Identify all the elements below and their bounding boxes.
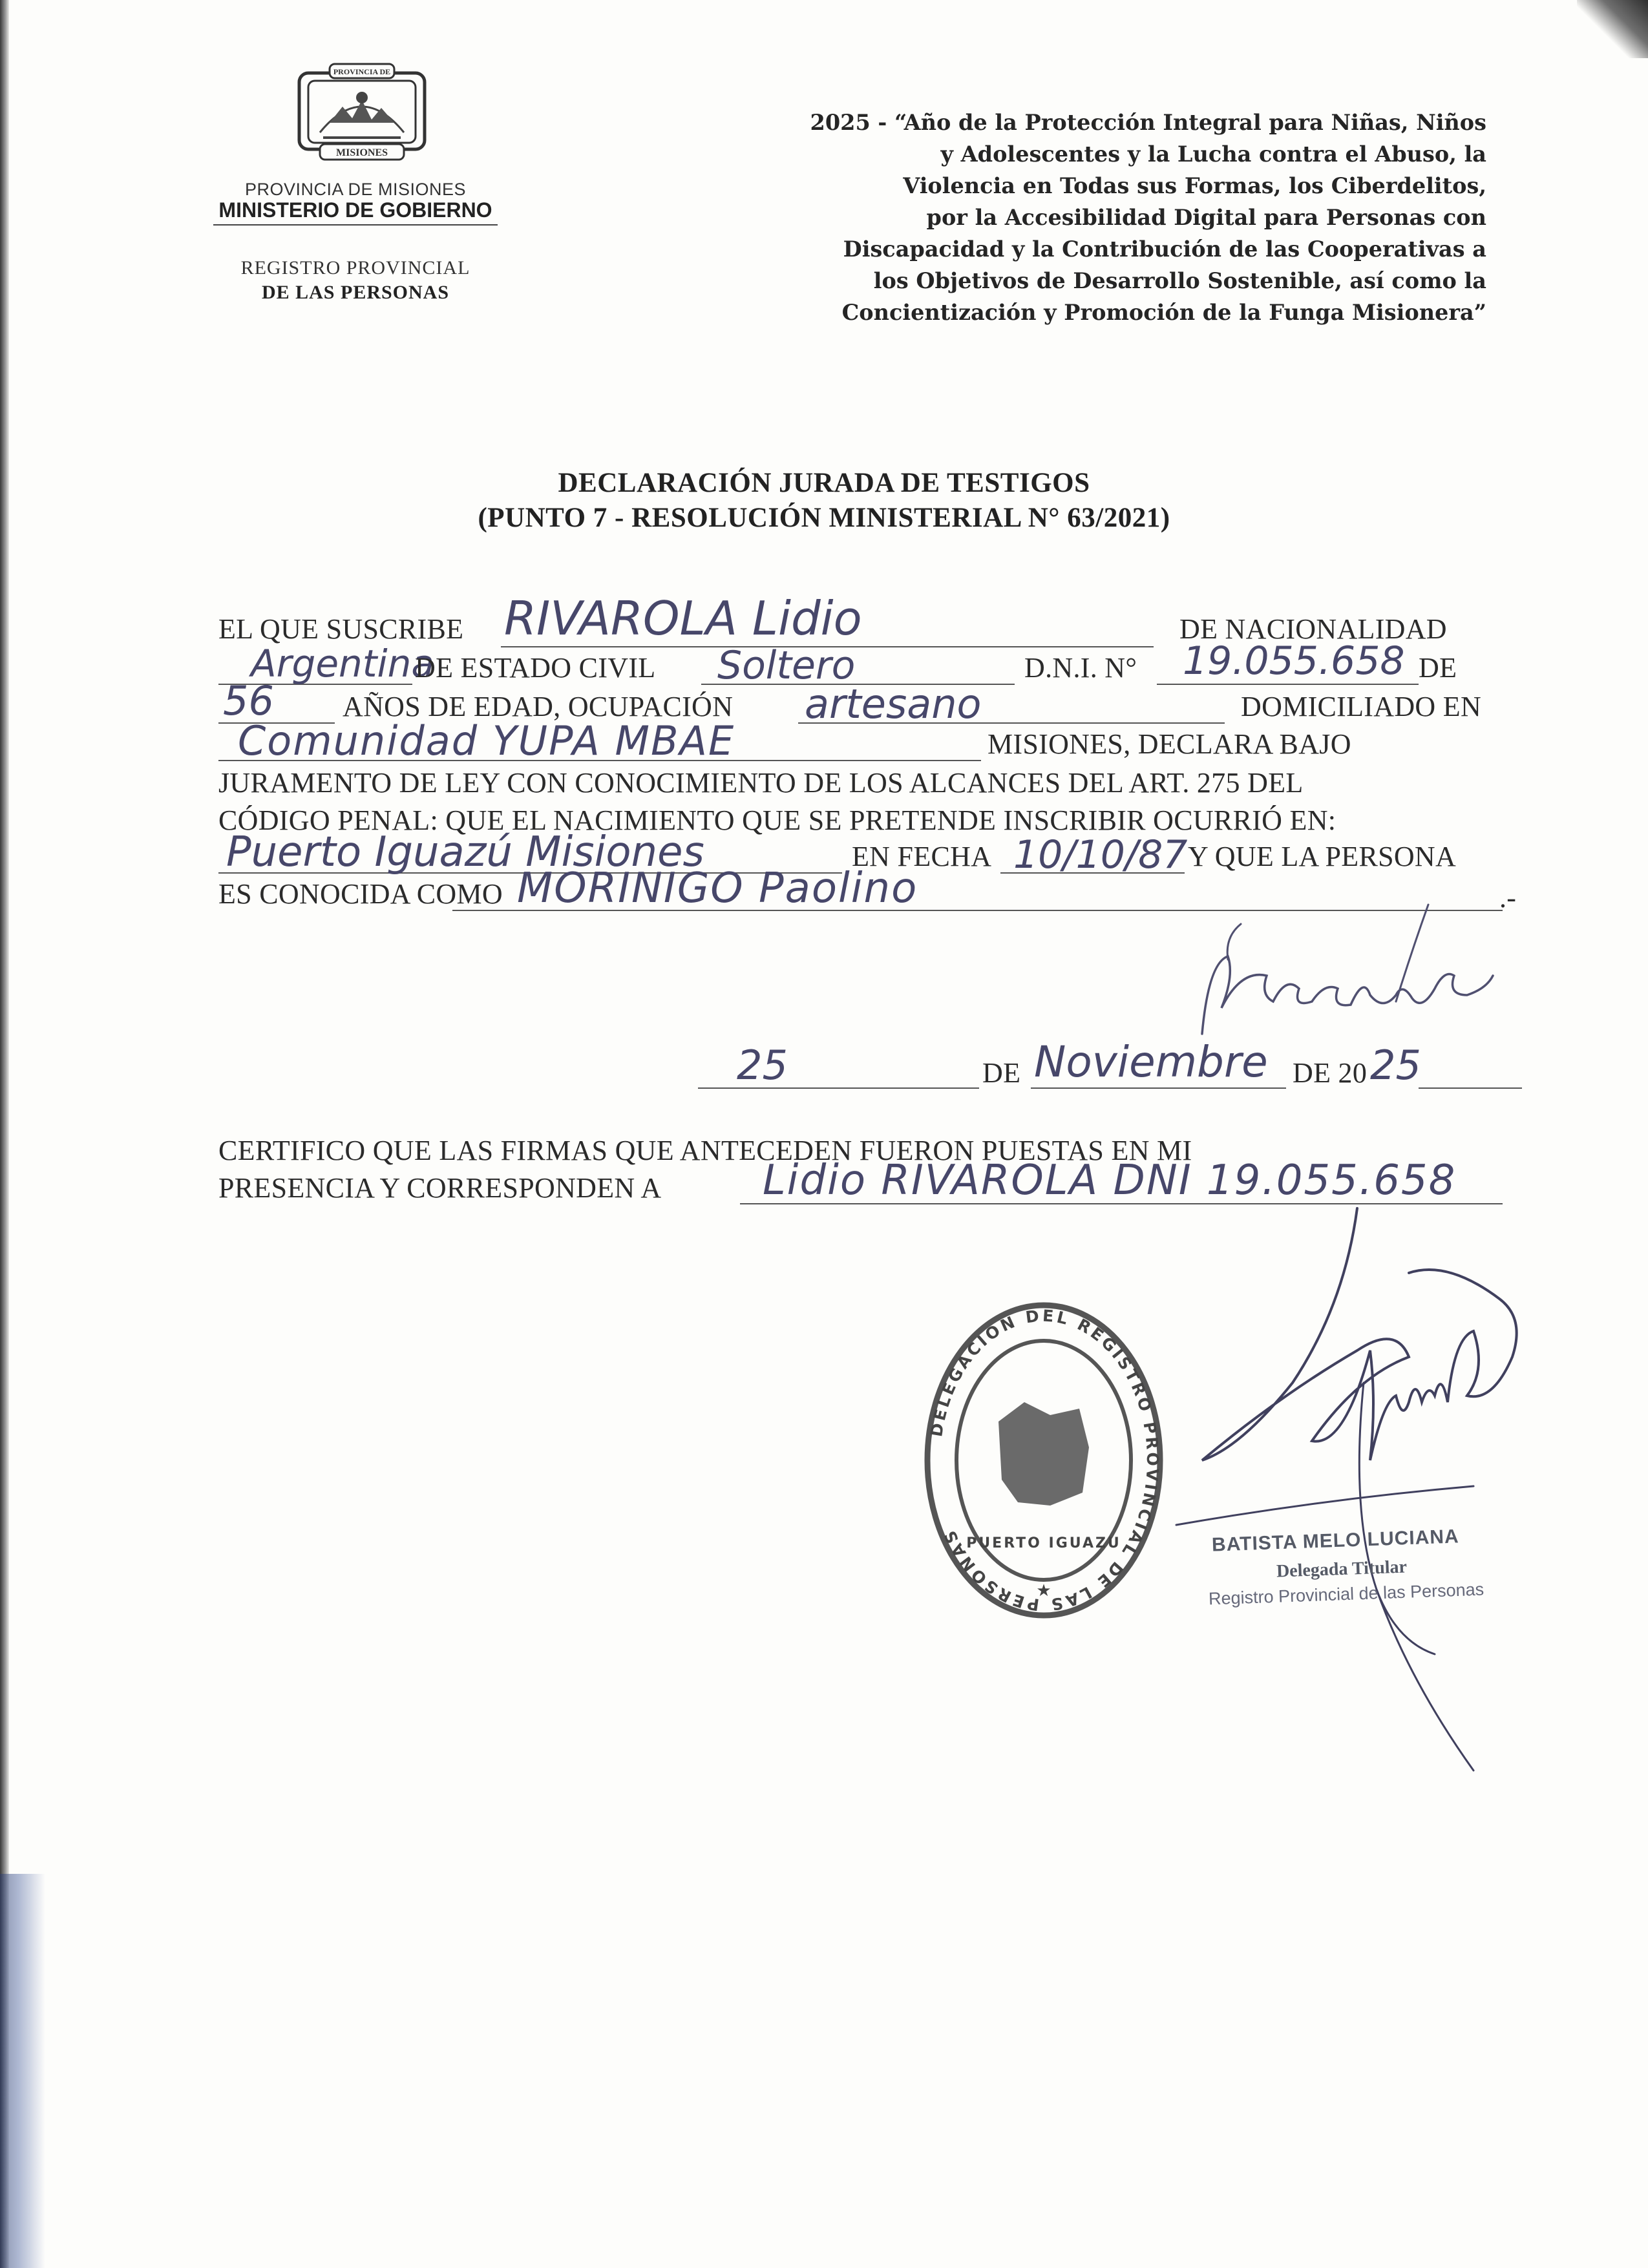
registry-line-2: DE LAS PERSONAS (261, 282, 450, 303)
motto-line: por la Accesibilidad Digital para Personas con (926, 205, 1486, 230)
registry-line-1: REGISTRO PROVINCIAL (240, 257, 470, 278)
label-anos-de-edad: AÑOS DE EDAD, OCUPACIÓN (343, 691, 734, 722)
document-title: DECLARACIÓN JURADA DE TESTIGOS (558, 468, 1090, 498)
field-line-dni (1157, 684, 1419, 685)
handwritten-civil-status: Soltero (717, 643, 856, 688)
handwritten-age: 56 (223, 677, 274, 724)
stamp-official-office: Registro Provincial de las Personas (1208, 1579, 1484, 1609)
handwritten-birth-date: 10/10/87 (1013, 832, 1188, 877)
label-el-que-suscribe: EL QUE SUSCRIBE (218, 613, 464, 645)
province-name: PROVINCIA DE MISIONES (244, 180, 467, 199)
stamp-official-role: Delegada Titular (1276, 1557, 1408, 1582)
label-date-de: DE (982, 1057, 1021, 1089)
label-es-conocida-como: ES CONOCIDA COMO (218, 878, 503, 910)
motto-line: Concientización y Promoción de la Funga Misionera” (841, 300, 1486, 325)
handwritten-dni: 19.055.658 (1183, 638, 1405, 684)
handwritten-occupation: artesano (805, 680, 982, 728)
handwritten-month: Noviembre (1034, 1037, 1268, 1087)
handwritten-nationality: Argentina (251, 642, 434, 686)
label-de-nacionalidad: DE NACIONALIDAD (1179, 613, 1447, 645)
label-de: DE (1419, 652, 1457, 684)
handwritten-name: RIVAROLA Lidio (504, 591, 862, 646)
label-de-estado-civil: DE ESTADO CIVIL (415, 652, 656, 684)
label-en-fecha: EN FECHA (852, 841, 992, 872)
motto-line: los Objetivos de Desarrollo Sostenible, así como la (873, 268, 1486, 293)
label-dni: D.N.I. N° (1024, 652, 1137, 684)
label-date-de-20: DE 20 (1293, 1057, 1368, 1089)
motto-line: Violencia en Todas sus Formas, los Ciberdelitos, (903, 173, 1486, 198)
handwritten-certified-person: Lidio RIVAROLA DNI 19.055.658 (763, 1157, 1457, 1204)
seal-star-icon: ★ (1036, 1581, 1051, 1601)
label-domiciliado-en: DOMICILIADO EN (1241, 691, 1482, 722)
document-subtitle: (PUNTO 7 - RESOLUCIÓN MINISTERIAL N° 63/2021) (478, 503, 1170, 533)
scan-edge-bottom (0, 1874, 45, 2268)
header-rule (213, 224, 498, 226)
label-y-que-la-persona: Y QUE LA PERSONA (1188, 841, 1457, 872)
province-crest-logo (294, 61, 430, 165)
handwritten-year: 25 (1370, 1042, 1421, 1089)
field-line-month (1031, 1087, 1286, 1089)
seal-outer-text: DELEGACION DEL REGISTRO PROVINCIAL DE LAS PERSONAS (927, 1306, 1163, 1615)
official-signature (1163, 1189, 1564, 1803)
crest-bottom-text: MISIONES (335, 147, 388, 158)
crest-top-text: PROVINCIA DE (333, 67, 391, 76)
label-misiones-declara: MISIONES, DECLARA BAJO (988, 728, 1351, 760)
motto-line: 2025 - “Año de la Protección Integral para Niñas, Niños (810, 110, 1486, 135)
year-motto (672, 107, 1486, 328)
ministry-name: MINISTERIO DE GOBIERNO (218, 198, 492, 222)
handwritten-address: Comunidad YUPA MBAE (238, 717, 735, 764)
handwritten-day: 25 (737, 1042, 788, 1089)
text-end-mark: .- (1499, 882, 1517, 914)
text-certifico-line-1: CERTIFICO QUE LAS FIRMAS QUE ANTECEDEN FUERON PUESTAS EN MI (218, 1135, 1192, 1166)
motto-line: y Adolescentes y la Lucha contra el Abuso, la (940, 142, 1486, 167)
text-juramento: JURAMENTO DE LEY CON CONOCIMIENTO DE LOS ALCANCES DEL ART. 275 DEL (218, 767, 1304, 799)
stamp-official-name: BATISTA MELO LUCIANA (1211, 1526, 1460, 1556)
registry-seal-stamp (902, 1286, 1186, 1622)
scan-corner (1577, 0, 1648, 58)
text-codigo-penal: CÓDIGO PENAL: QUE EL NACIMIENTO QUE SE PRETENDE INSCRIBIR OCURRIÓ EN: (218, 804, 1336, 836)
handwritten-known-as: MORINIGO Paolino (517, 865, 918, 912)
motto-line: Discapacidad y la Contribución de las Cooperativas a (843, 236, 1486, 262)
field-line-year (1419, 1087, 1522, 1089)
text-certifico-line-2: PRESENCIA Y CORRESPONDEN A (218, 1172, 662, 1204)
handwritten-birth-place: Puerto Iguazú Misiones (226, 828, 704, 876)
seal-inner-text: PUERTO IGUAZU (966, 1535, 1121, 1551)
